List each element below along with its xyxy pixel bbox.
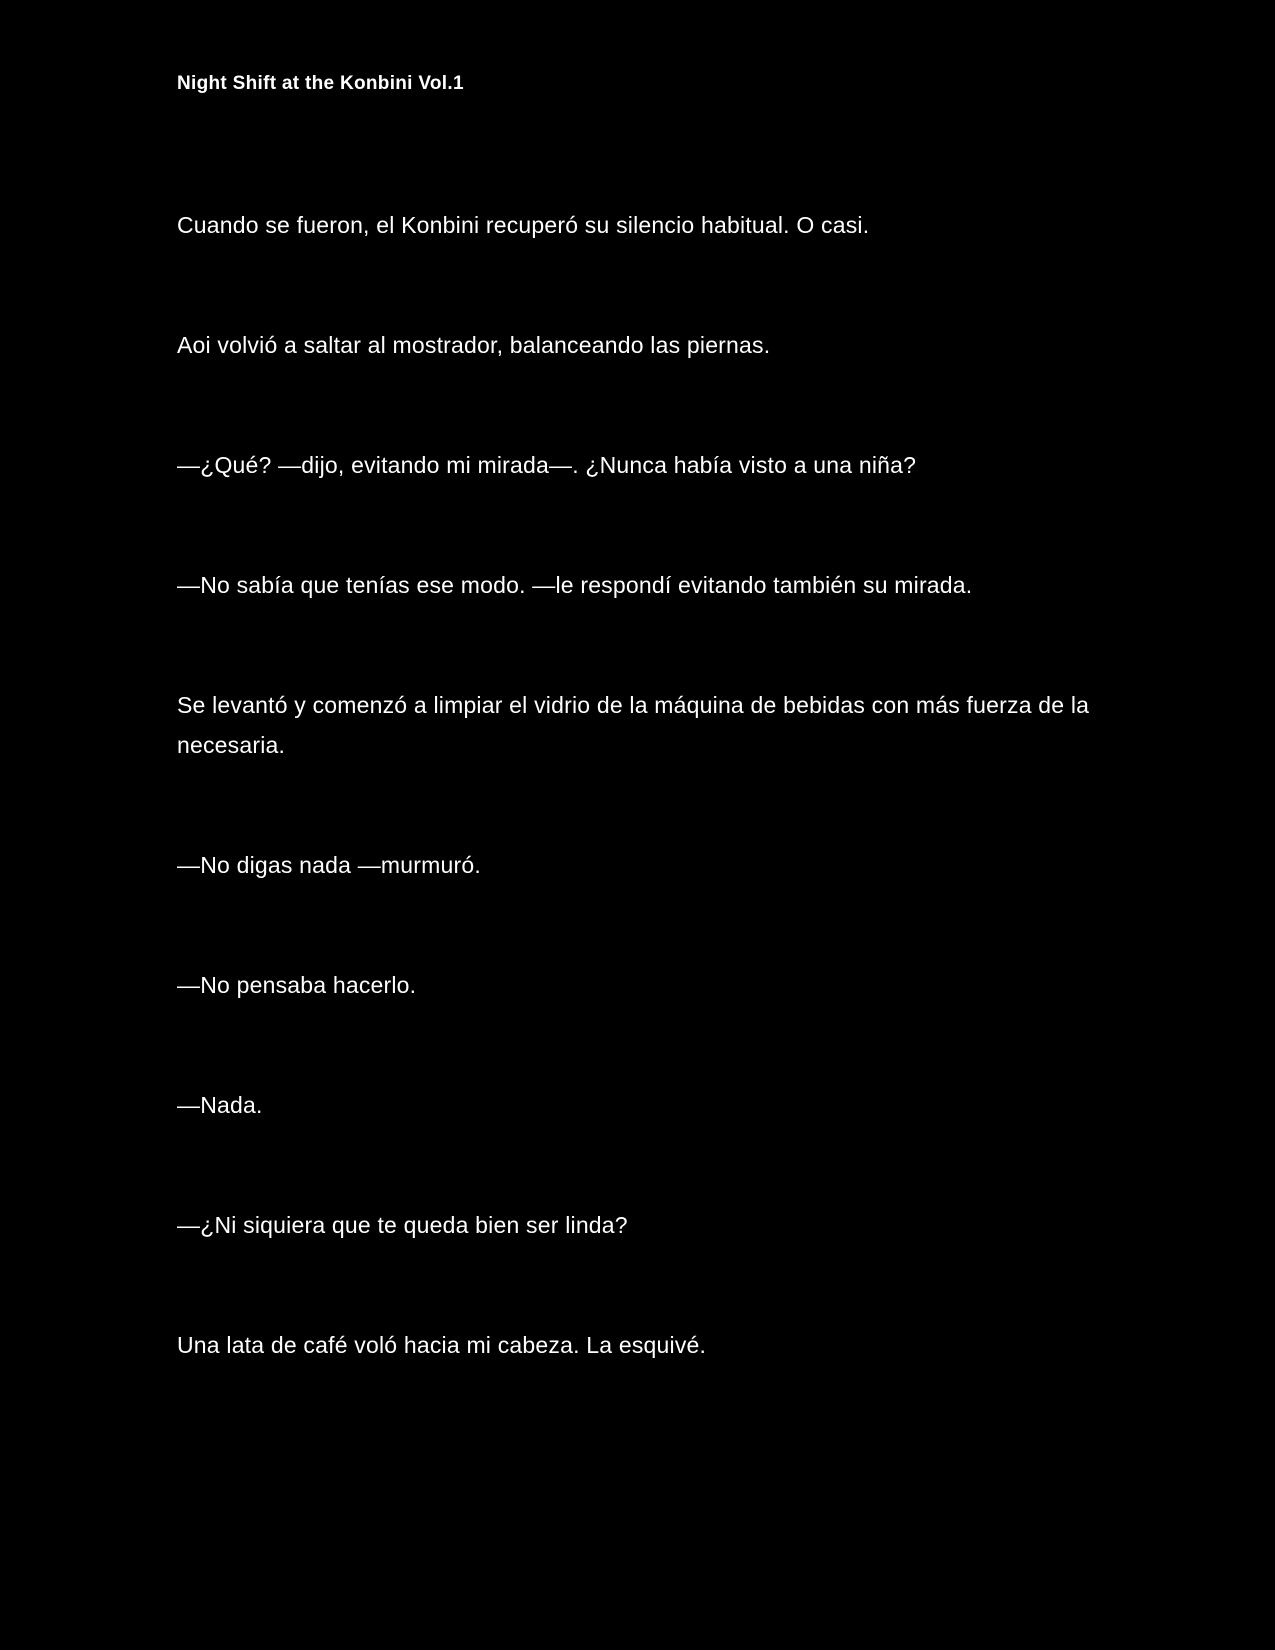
page-header-title: Night Shift at the Konbini Vol.1 — [177, 73, 464, 94]
paragraph: —No digas nada —murmuró. — [177, 852, 481, 878]
paragraph: Cuando se fueron, el Konbini recuperó su silencio habitual. O casi. — [177, 212, 870, 238]
paragraph: Una lata de café voló hacia mi cabeza. La esquivé. — [177, 1332, 707, 1358]
paragraph: —No sabía que tenías ese modo. —le respondí evitando también su mirada. — [177, 572, 973, 598]
paragraph: —¿Qué? —dijo, evitando mi mirada—. ¿Nunca había visto a una niña? — [177, 452, 917, 478]
paragraph: —Nada. — [177, 1092, 263, 1118]
paragraph: Aoi volvió a saltar al mostrador, balanceando las piernas. — [177, 332, 771, 358]
paragraph: Se levantó y comenzó a limpiar el vidrio de la máquina de bebidas con más fuerza de la necesaria. — [177, 692, 1090, 758]
story-body — [177, 205, 1107, 1445]
paragraph: —No pensaba hacerlo. — [177, 972, 417, 998]
paragraph: —¿Ni siquiera que te queda bien ser linda? — [177, 1212, 628, 1238]
